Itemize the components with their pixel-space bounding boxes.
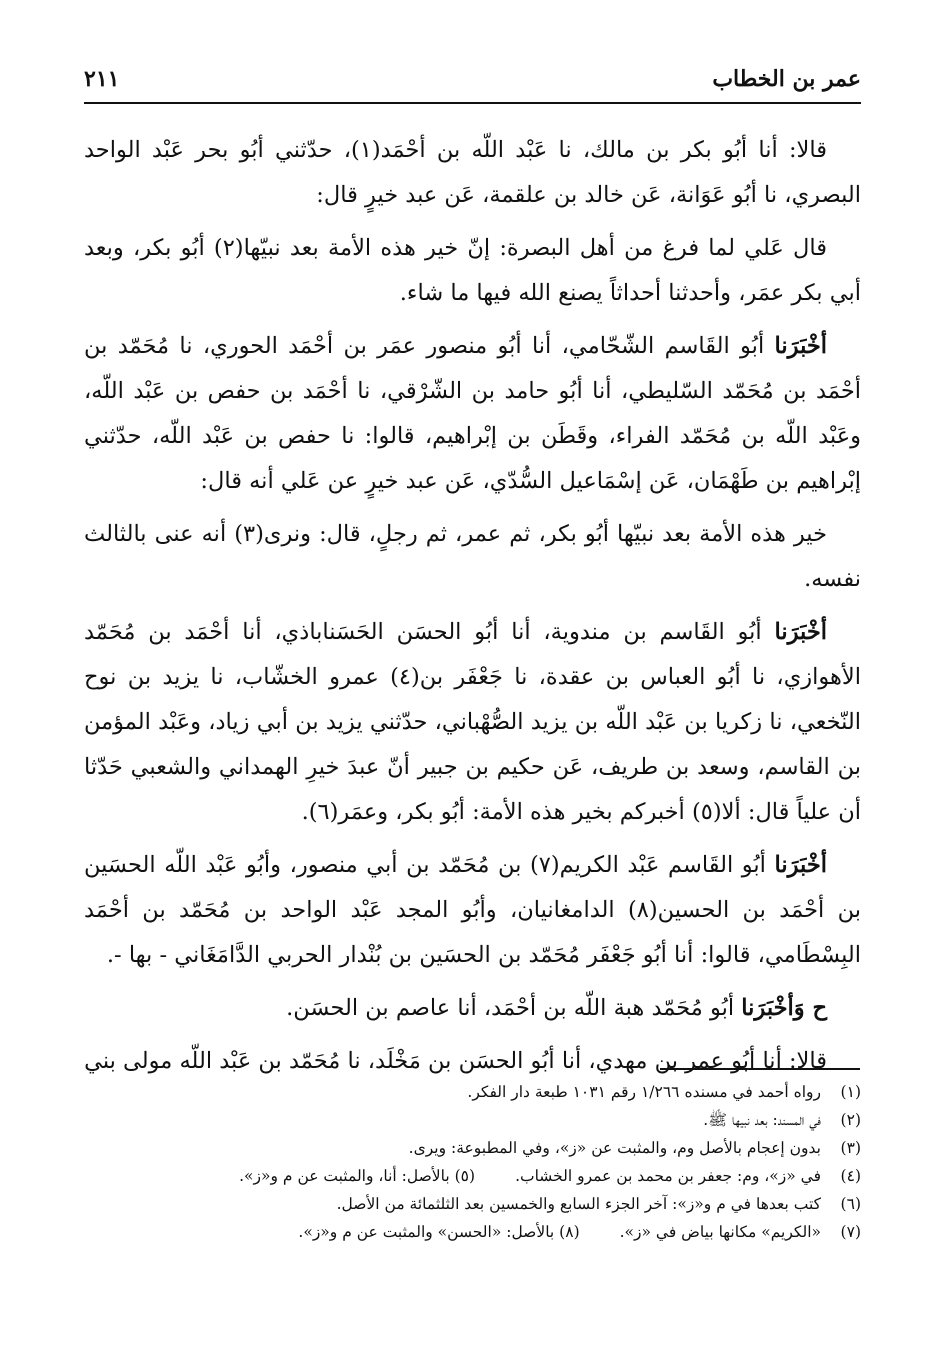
footnote-text: «الكريم» مكانها بياض في «ز». (619, 1223, 821, 1241)
footnote-text: بالأصل: «الحسن» والمثبت عن م و«ز». (298, 1223, 555, 1241)
paragraph (84, 843, 861, 978)
footnote-divider (660, 1068, 860, 1070)
paragraph-text: خير هذه الأمة بعد نبيّها أبُو بكر، ثم عمر، ثم رجلٍ، قال: ونرى(٣) أنه عنى بالثالث نفسه. (84, 521, 861, 592)
paragraph (84, 226, 861, 316)
footnote-number: (١) (840, 1083, 861, 1101)
paragraph-text: أبُو القَاسم الشّحّامي، أنا أبُو منصور عمَر بن أحْمَد الحوري، نا مُحَمّد بن أحْمَد بن مُحَمّد السّليطي، أنا أبُو حامد بن الشّرْقي، نا أحْمَد بن حفص بن عَبْد اللّه، وعَبْد اللّه بن مُحَمّد الفراء، وقَطَن بن إبْراهيم، قالوا: نا حفص بن عَبْد اللّه، حدّثني إبْراهيم بن طَهْمَان، عَن إسْمَاعيل السُّدّي، عَن عبد خيرٍ عن عَلي أنه قال: (84, 333, 861, 494)
footnote-number: (٦) (840, 1195, 861, 1213)
paragraph (84, 610, 861, 835)
footnote (84, 1162, 861, 1190)
paragraph (84, 986, 861, 1031)
footnote (84, 1106, 861, 1134)
footnote-text: بالأصل: أنا، والمثبت عن م و«ز». (239, 1167, 450, 1185)
paragraph (84, 512, 861, 602)
paragraph-text: قال عَلي لما فرغ من أهل البصرة: إنّ خير هذه الأمة بعد نبيّها(٢) أبُو بكر، وبعد أبي بكر عمَر، وأحدثنا أحداثاً يصنع الله فيها ما شاء. (84, 235, 861, 306)
paragraph-lead: أخْبَرَنا (774, 852, 827, 878)
footnote-text: بدون إعجام بالأصل وم، والمثبت عن «ز»، وفي المطبوعة: ويرى. (408, 1139, 821, 1157)
chapter-title: عمر بن الخطاب (712, 66, 861, 92)
paragraph (84, 324, 861, 504)
footnote-number: (٧) (840, 1223, 861, 1241)
footnote-text: رواه أحمد في مسنده ١/٢٦٦ رقم ١٠٣١ طبعة دار الفكر. (467, 1083, 821, 1101)
footnote-number: (٥) (454, 1167, 476, 1185)
footnote-number: (٤) (840, 1167, 861, 1185)
footnote-text: في «ز»، وم: جعفر بن محمد بن عمرو الخشاب. (515, 1167, 821, 1185)
footnote (84, 1190, 861, 1218)
main-text (84, 128, 861, 1092)
footnote-text: كتب بعدها في م و«ز»: آخر الجزء السابع والخمسين بعد الثلثمائة من الأصل. (336, 1195, 821, 1213)
footnote-number: (٣) (840, 1139, 861, 1157)
page-number: ٢١١ (84, 66, 120, 92)
paragraph-text: قالا: أنا أبُو بكر بن مالك، نا عَبْد اللّه بن أحْمَد(١)، حدّثني أبُو بحر عَبْد الواحد البصري، نا أبُو عَوَانة، عَن خالد بن علقمة، عَن عبد خيرٍ قال: (84, 137, 861, 208)
paragraph-lead: أخْبَرَنا (774, 619, 827, 645)
footnote (84, 1078, 861, 1106)
footnotes (84, 1078, 861, 1246)
footnote-number: (٨) (559, 1223, 580, 1241)
paragraph-text: أبُو مُحَمّد هبة اللّه بن أحْمَد، أنا عاصم بن الحسَن. (286, 995, 735, 1021)
paragraph-text: أبُو القَاسم عَبْد الكريم(٧) بن مُحَمّد بن أبي منصور، وأبُو عَبْد اللّه الحسَين بن أحْمَد بن الحسين(٨) الدامغانيان، وأبُو المجد عَبْد الواحد بن مُحَمّد بن أحْمَد البِسْطَامي، قالوا: أنا أبُو جَعْفَر مُحَمّد بن الحسَين بن بُنْدار الحربي الدَّامَغَاني - بها -. (84, 852, 861, 968)
paragraph (84, 128, 861, 218)
running-header (84, 58, 861, 104)
paragraph-lead: ح وَأخْبَرَنا (741, 995, 827, 1021)
paragraph-lead: أخْبَرَنا (774, 333, 828, 359)
paragraph-text: قالا: أنا أبُو عمر بن مهدي، أنا أبُو الحسَن بن مَخْلَد، نا مُحَمّد بن عَبْد اللّه مولى بني (84, 1048, 827, 1074)
footnote-text: في المسند: بعد نبيها ﷺ. (703, 1111, 821, 1129)
footnote (84, 1134, 861, 1162)
paragraph-text: أبُو القَاسم بن مندوية، أنا أبُو الحسَن الحَسَناباذي، أنا أحْمَد بن مُحَمّد الأهوازي، نا أبُو العباس بن عقدة، نا جَعْفَر بن(٤) عمرو الخشّاب، نا يزيد بن نوح النّخعي، نا زكريا بن عَبْد اللّه بن يزيد الصُّهْباني، حدّثني يزيد بن أبي زياد، وعَبْد المؤمن بن القاسم، وسعد بن طريف، عَن حكيم بن جبير أنّ عبدَ خيرِ الهمداني والشعبي حَدّثا أن علياً قال: ألا(٥) أخبركم بخير هذه الأمة: أبُو بكر، وعمَر(٦). (84, 619, 861, 825)
footnote (84, 1218, 861, 1246)
footnote-number: (٢) (840, 1111, 861, 1129)
